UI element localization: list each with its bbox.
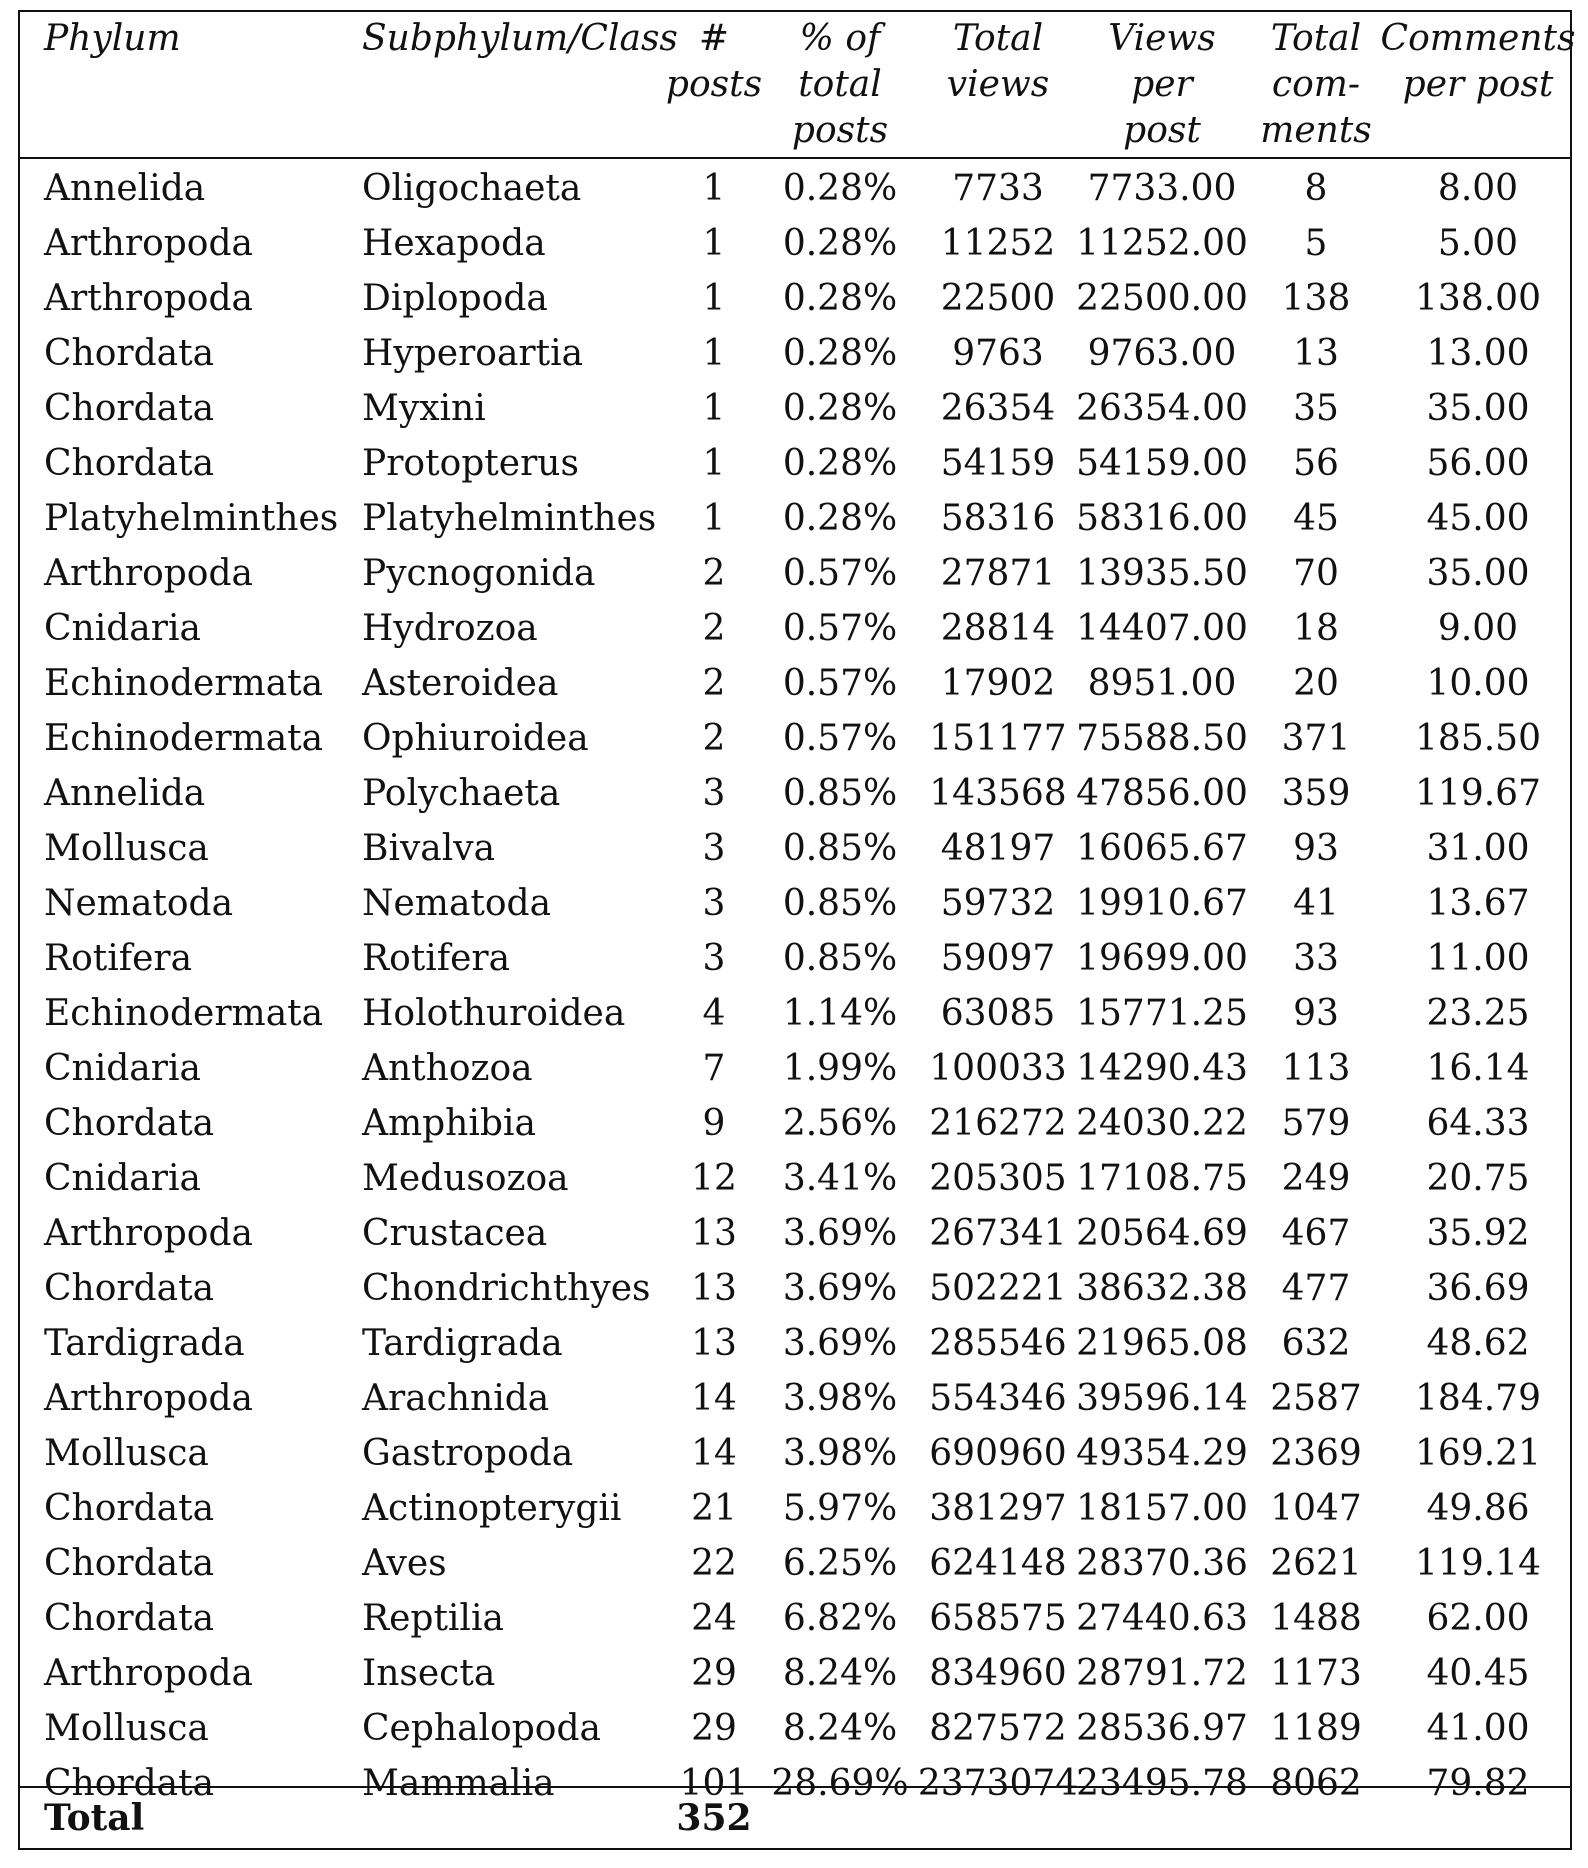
cell-total-comments: 249: [1281, 1158, 1351, 1199]
cell-total-views: 205305: [929, 1158, 1067, 1199]
cell-total-views: 827572: [929, 1708, 1067, 1749]
cell-comments-per-post: 20.75: [1426, 1158, 1530, 1199]
cell-total-comments: 93: [1293, 993, 1339, 1034]
cell-pct-total-posts: 0.57%: [782, 718, 898, 759]
cell-num-posts: 1: [702, 388, 726, 429]
cell-total-views: 59732: [940, 883, 1056, 924]
cell-phylum: Echinodermata: [44, 663, 324, 704]
cell-pct-total-posts: 6.25%: [782, 1543, 898, 1584]
cell-total-views: 502221: [929, 1268, 1067, 1309]
cell-views-per-post: 19910.67: [1076, 883, 1248, 924]
table-row: [20, 1316, 1570, 1371]
cell-total-views: 285546: [929, 1323, 1067, 1364]
cell-total-comments: 1173: [1270, 1653, 1362, 1694]
cell-views-per-post: 39596.14: [1076, 1378, 1248, 1419]
cell-total-comments: 477: [1281, 1268, 1351, 1309]
cell-total-views: 11252: [940, 223, 1056, 264]
cell-phylum: Mollusca: [44, 828, 209, 869]
cell-subphylum-class: Hydrozoa: [362, 608, 538, 649]
cell-subphylum-class: Nematoda: [362, 883, 552, 924]
cell-pct-total-posts: 0.28%: [782, 278, 898, 319]
cell-comments-per-post: 35.00: [1426, 553, 1530, 594]
cell-views-per-post: 20564.69: [1076, 1213, 1248, 1254]
cell-comments-per-post: 64.33: [1426, 1103, 1530, 1144]
cell-pct-total-posts: 28.69%: [771, 1763, 909, 1804]
cell-comments-per-post: 13.67: [1426, 883, 1530, 924]
cell-num-posts: 4: [702, 993, 726, 1034]
cell-comments-per-post: 62.00: [1426, 1598, 1530, 1639]
cell-phylum: Mollusca: [44, 1433, 209, 1474]
cell-num-posts: 29: [691, 1653, 737, 1694]
cell-total-comments: 8062: [1270, 1763, 1362, 1804]
cell-phylum: Annelida: [44, 168, 206, 209]
cell-subphylum-class: Asteroidea: [362, 663, 559, 704]
cell-num-posts: 14: [691, 1433, 737, 1474]
total-label: Total: [44, 1797, 145, 1839]
cell-num-posts: 3: [702, 883, 726, 924]
cell-pct-total-posts: 0.85%: [782, 773, 898, 814]
cell-total-comments: 70: [1293, 553, 1339, 594]
cell-total-comments: 359: [1281, 773, 1351, 814]
table-row: [20, 1206, 1570, 1261]
header-total-views: Total views: [946, 18, 1050, 105]
cell-num-posts: 13: [691, 1323, 737, 1364]
cell-total-views: 100033: [929, 1048, 1067, 1089]
table-row: [20, 1591, 1570, 1646]
cell-num-posts: 3: [702, 828, 726, 869]
cell-phylum: Nematoda: [44, 883, 234, 924]
cell-phylum: Arthropoda: [44, 1213, 253, 1254]
cell-views-per-post: 15771.25: [1076, 993, 1248, 1034]
cell-comments-per-post: 119.67: [1415, 773, 1541, 814]
cell-subphylum-class: Ophiuroidea: [362, 718, 589, 759]
cell-pct-total-posts: 5.97%: [782, 1488, 898, 1529]
cell-views-per-post: 14407.00: [1076, 608, 1248, 649]
cell-views-per-post: 16065.67: [1076, 828, 1248, 869]
cell-views-per-post: 38632.38: [1076, 1268, 1248, 1309]
cell-num-posts: 2: [702, 553, 726, 594]
cell-pct-total-posts: 0.28%: [782, 498, 898, 539]
cell-views-per-post: 49354.29: [1076, 1433, 1248, 1474]
data-table: [18, 10, 1576, 1850]
cell-pct-total-posts: 0.85%: [782, 828, 898, 869]
table-row: [20, 1701, 1570, 1756]
cell-comments-per-post: 184.79: [1415, 1378, 1541, 1419]
cell-comments-per-post: 56.00: [1426, 443, 1530, 484]
cell-total-comments: 45: [1293, 498, 1339, 539]
cell-pct-total-posts: 0.28%: [782, 333, 898, 374]
cell-total-views: 381297: [929, 1488, 1067, 1529]
cell-pct-total-posts: 0.57%: [782, 663, 898, 704]
cell-pct-total-posts: 3.98%: [782, 1433, 898, 1474]
cell-total-views: 7733: [952, 168, 1044, 209]
cell-total-comments: 5: [1304, 223, 1328, 264]
cell-views-per-post: 75588.50: [1076, 718, 1248, 759]
cell-phylum: Chordata: [44, 1763, 215, 1804]
cell-views-per-post: 21965.08: [1076, 1323, 1248, 1364]
cell-subphylum-class: Protopterus: [362, 443, 579, 484]
cell-comments-per-post: 119.14: [1415, 1543, 1541, 1584]
cell-comments-per-post: 11.00: [1426, 938, 1530, 979]
table-row: [20, 436, 1570, 491]
cell-num-posts: 2: [702, 718, 726, 759]
cell-pct-total-posts: 3.69%: [782, 1323, 898, 1364]
cell-total-views: 834960: [929, 1653, 1067, 1694]
cell-views-per-post: 19699.00: [1076, 938, 1248, 979]
cell-num-posts: 21: [691, 1488, 737, 1529]
cell-views-per-post: 18157.00: [1076, 1488, 1248, 1529]
cell-total-comments: 2621: [1270, 1543, 1362, 1584]
cell-total-views: 143568: [929, 773, 1067, 814]
cell-views-per-post: 47856.00: [1076, 773, 1248, 814]
cell-views-per-post: 28791.72: [1076, 1653, 1248, 1694]
cell-comments-per-post: 36.69: [1426, 1268, 1530, 1309]
cell-phylum: Annelida: [44, 773, 206, 814]
cell-phylum: Echinodermata: [44, 993, 324, 1034]
cell-num-posts: 13: [691, 1213, 737, 1254]
cell-total-comments: 33: [1293, 938, 1339, 979]
cell-total-comments: 35: [1293, 388, 1339, 429]
table-row: [20, 876, 1570, 931]
cell-phylum: Echinodermata: [44, 718, 324, 759]
cell-total-views: 9763: [952, 333, 1044, 374]
header-subphylum-class: Subphylum/Class: [362, 18, 678, 59]
cell-comments-per-post: 41.00: [1426, 1708, 1530, 1749]
table-row: [20, 381, 1570, 436]
cell-views-per-post: 14290.43: [1076, 1048, 1248, 1089]
cell-views-per-post: 27440.63: [1076, 1598, 1248, 1639]
cell-pct-total-posts: 3.41%: [782, 1158, 898, 1199]
cell-phylum: Cnidaria: [44, 1048, 201, 1089]
cell-subphylum-class: Diplopoda: [362, 278, 548, 319]
cell-views-per-post: 11252.00: [1076, 223, 1248, 264]
cell-pct-total-posts: 8.24%: [782, 1653, 898, 1694]
cell-subphylum-class: Rotifera: [362, 938, 511, 979]
cell-total-views: 216272: [929, 1103, 1067, 1144]
cell-pct-total-posts: 0.57%: [782, 553, 898, 594]
cell-views-per-post: 54159.00: [1076, 443, 1248, 484]
cell-pct-total-posts: 2.56%: [782, 1103, 898, 1144]
cell-phylum: Chordata: [44, 1543, 215, 1584]
cell-views-per-post: 23495.78: [1076, 1763, 1248, 1804]
cell-phylum: Arthropoda: [44, 278, 253, 319]
cell-total-comments: 93: [1293, 828, 1339, 869]
table-row: [20, 656, 1570, 711]
cell-total-views: 2373074: [917, 1763, 1079, 1804]
cell-views-per-post: 9763.00: [1087, 333, 1237, 374]
table-row: [20, 1261, 1570, 1316]
cell-phylum: Arthropoda: [44, 1378, 253, 1419]
cell-subphylum-class: Anthozoa: [362, 1048, 533, 1089]
cell-total-views: 58316: [940, 498, 1056, 539]
cell-pct-total-posts: 0.28%: [782, 388, 898, 429]
cell-pct-total-posts: 3.69%: [782, 1268, 898, 1309]
table-row: [20, 931, 1570, 986]
cell-total-views: 63085: [940, 993, 1056, 1034]
table-row: [20, 766, 1570, 821]
cell-num-posts: 1: [702, 498, 726, 539]
cell-phylum: Cnidaria: [44, 608, 201, 649]
cell-views-per-post: 22500.00: [1076, 278, 1248, 319]
table-row: [20, 1371, 1570, 1426]
table-row: [20, 1041, 1570, 1096]
cell-total-views: 624148: [929, 1543, 1067, 1584]
cell-comments-per-post: 48.62: [1426, 1323, 1530, 1364]
table-row: [20, 1481, 1570, 1536]
cell-phylum: Arthropoda: [44, 1653, 253, 1694]
cell-views-per-post: 7733.00: [1087, 168, 1237, 209]
cell-subphylum-class: Aves: [362, 1543, 447, 1584]
cell-total-comments: 579: [1281, 1103, 1351, 1144]
cell-pct-total-posts: 6.82%: [782, 1598, 898, 1639]
cell-pct-total-posts: 0.85%: [782, 883, 898, 924]
table-body: [20, 159, 1570, 1811]
cell-phylum: Cnidaria: [44, 1158, 201, 1199]
cell-subphylum-class: Bivalva: [362, 828, 496, 869]
cell-total-views: 554346: [929, 1378, 1067, 1419]
cell-subphylum-class: Amphibia: [362, 1103, 536, 1144]
cell-comments-per-post: 45.00: [1426, 498, 1530, 539]
cell-total-views: 59097: [940, 938, 1056, 979]
cell-comments-per-post: 16.14: [1426, 1048, 1530, 1089]
cell-total-comments: 1047: [1270, 1488, 1362, 1529]
cell-phylum: Chordata: [44, 1268, 215, 1309]
table-header: [20, 12, 1576, 159]
cell-total-views: 658575: [929, 1598, 1067, 1639]
cell-views-per-post: 58316.00: [1076, 498, 1248, 539]
cell-num-posts: 14: [691, 1378, 737, 1419]
cell-pct-total-posts: 0.85%: [782, 938, 898, 979]
cell-total-views: 17902: [940, 663, 1056, 704]
cell-pct-total-posts: 3.98%: [782, 1378, 898, 1419]
cell-comments-per-post: 40.45: [1426, 1653, 1530, 1694]
cell-subphylum-class: Pycnogonida: [362, 553, 596, 594]
cell-phylum: Chordata: [44, 333, 215, 374]
cell-num-posts: 1: [702, 443, 726, 484]
cell-comments-per-post: 138.00: [1415, 278, 1541, 319]
header-comments-per-post: Comments per post: [1380, 18, 1576, 105]
cell-num-posts: 101: [679, 1763, 749, 1804]
cell-phylum: Chordata: [44, 1103, 215, 1144]
cell-num-posts: 9: [702, 1103, 726, 1144]
table-row: [20, 986, 1570, 1041]
cell-pct-total-posts: 3.69%: [782, 1213, 898, 1254]
table-row: [20, 161, 1570, 216]
table-row: [20, 1646, 1570, 1701]
cell-subphylum-class: Hyperoartia: [362, 333, 584, 374]
cell-total-comments: 1488: [1270, 1598, 1362, 1639]
cell-total-views: 267341: [929, 1213, 1067, 1254]
table-row: [20, 1096, 1570, 1151]
cell-pct-total-posts: 1.14%: [782, 993, 898, 1034]
table-row: [20, 821, 1570, 876]
cell-comments-per-post: 8.00: [1437, 168, 1519, 209]
cell-phylum: Platyhelminthes: [44, 498, 339, 539]
cell-subphylum-class: Crustacea: [362, 1213, 548, 1254]
cell-total-comments: 371: [1281, 718, 1351, 759]
cell-num-posts: 3: [702, 938, 726, 979]
cell-subphylum-class: Arachnida: [362, 1378, 550, 1419]
cell-comments-per-post: 79.82: [1426, 1763, 1530, 1804]
cell-total-views: 690960: [929, 1433, 1067, 1474]
cell-comments-per-post: 5.00: [1437, 223, 1519, 264]
cell-comments-per-post: 9.00: [1437, 608, 1519, 649]
cell-total-views: 22500: [940, 278, 1056, 319]
cell-num-posts: 2: [702, 608, 726, 649]
cell-comments-per-post: 31.00: [1426, 828, 1530, 869]
cell-pct-total-posts: 0.28%: [782, 443, 898, 484]
cell-num-posts: 2: [702, 663, 726, 704]
header-pct-total-posts: % of total posts: [791, 18, 889, 151]
table-row: [20, 1426, 1570, 1481]
cell-subphylum-class: Platyhelminthes: [362, 498, 657, 539]
table-row: [20, 1151, 1570, 1206]
cell-views-per-post: 26354.00: [1076, 388, 1248, 429]
cell-num-posts: 1: [702, 333, 726, 374]
cell-comments-per-post: 35.00: [1426, 388, 1530, 429]
table-row: [20, 546, 1570, 601]
cell-num-posts: 29: [691, 1708, 737, 1749]
table-row: [20, 491, 1570, 546]
cell-num-posts: 7: [702, 1048, 726, 1089]
cell-total-comments: 18: [1293, 608, 1339, 649]
cell-pct-total-posts: 0.28%: [782, 223, 898, 264]
cell-phylum: Mollusca: [44, 1708, 209, 1749]
cell-subphylum-class: Myxini: [362, 388, 486, 429]
cell-total-comments: 632: [1281, 1323, 1351, 1364]
cell-pct-total-posts: 0.57%: [782, 608, 898, 649]
cell-phylum: Chordata: [44, 1598, 215, 1639]
cell-subphylum-class: Chondrichthyes: [362, 1268, 651, 1309]
cell-total-views: 28814: [940, 608, 1056, 649]
cell-num-posts: 1: [702, 223, 726, 264]
cell-views-per-post: 8951.00: [1087, 663, 1237, 704]
cell-total-views: 151177: [929, 718, 1067, 759]
cell-total-comments: 113: [1281, 1048, 1351, 1089]
table-row: [20, 711, 1570, 766]
cell-subphylum-class: Oligochaeta: [362, 168, 582, 209]
cell-phylum: Chordata: [44, 443, 215, 484]
cell-comments-per-post: 23.25: [1426, 993, 1530, 1034]
cell-total-views: 48197: [940, 828, 1056, 869]
table-row: [20, 271, 1570, 326]
cell-total-views: 27871: [940, 553, 1056, 594]
cell-views-per-post: 28370.36: [1076, 1543, 1248, 1584]
cell-subphylum-class: Polychaeta: [362, 773, 561, 814]
cell-total-comments: 2587: [1270, 1378, 1362, 1419]
cell-subphylum-class: Cephalopoda: [362, 1708, 601, 1749]
cell-total-comments: 467: [1281, 1213, 1351, 1254]
cell-phylum: Tardigrada: [44, 1323, 245, 1364]
header-total-comments: Total com- ments: [1260, 18, 1372, 151]
header-views-per-post: Views per post: [1108, 18, 1216, 151]
cell-num-posts: 22: [691, 1543, 737, 1584]
cell-num-posts: 1: [702, 168, 726, 209]
cell-subphylum-class: Gastropoda: [362, 1433, 574, 1474]
cell-total-comments: 2369: [1270, 1433, 1362, 1474]
cell-phylum: Chordata: [44, 1488, 215, 1529]
cell-subphylum-class: Tardigrada: [362, 1323, 563, 1364]
cell-pct-total-posts: 8.24%: [782, 1708, 898, 1749]
cell-phylum: Arthropoda: [44, 223, 253, 264]
cell-comments-per-post: 49.86: [1426, 1488, 1530, 1529]
cell-comments-per-post: 169.21: [1415, 1433, 1541, 1474]
header-phylum: Phylum: [44, 18, 181, 59]
cell-views-per-post: 13935.50: [1076, 553, 1248, 594]
cell-total-comments: 1189: [1270, 1708, 1362, 1749]
cell-views-per-post: 17108.75: [1076, 1158, 1248, 1199]
total-posts: 352: [676, 1797, 752, 1839]
header-num-posts: # posts: [665, 18, 763, 105]
cell-subphylum-class: Actinopterygii: [362, 1488, 622, 1529]
table-row: [20, 601, 1570, 656]
cell-total-views: 54159: [940, 443, 1056, 484]
cell-total-comments: 13: [1293, 333, 1339, 374]
cell-phylum: Rotifera: [44, 938, 193, 979]
cell-total-comments: 8: [1304, 168, 1328, 209]
cell-subphylum-class: Medusozoa: [362, 1158, 569, 1199]
cell-views-per-post: 28536.97: [1076, 1708, 1248, 1749]
cell-comments-per-post: 10.00: [1426, 663, 1530, 704]
cell-num-posts: 24: [691, 1598, 737, 1639]
table-row: [20, 1536, 1570, 1591]
total-row: [20, 1786, 1570, 1848]
cell-pct-total-posts: 0.28%: [782, 168, 898, 209]
cell-total-comments: 41: [1293, 883, 1339, 924]
cell-subphylum-class: Reptilia: [362, 1598, 504, 1639]
cell-pct-total-posts: 1.99%: [782, 1048, 898, 1089]
cell-total-views: 26354: [940, 388, 1056, 429]
cell-subphylum-class: Insecta: [362, 1653, 496, 1694]
cell-num-posts: 13: [691, 1268, 737, 1309]
cell-comments-per-post: 185.50: [1415, 718, 1541, 759]
table-row: [20, 216, 1570, 271]
cell-comments-per-post: 13.00: [1426, 333, 1530, 374]
cell-total-comments: 20: [1293, 663, 1339, 704]
cell-subphylum-class: Mammalia: [362, 1763, 555, 1804]
cell-comments-per-post: 35.92: [1426, 1213, 1530, 1254]
cell-num-posts: 3: [702, 773, 726, 814]
cell-views-per-post: 24030.22: [1076, 1103, 1248, 1144]
cell-subphylum-class: Holothuroidea: [362, 993, 626, 1034]
cell-phylum: Arthropoda: [44, 553, 253, 594]
cell-total-comments: 138: [1281, 278, 1351, 319]
cell-phylum: Chordata: [44, 388, 215, 429]
cell-total-comments: 56: [1293, 443, 1339, 484]
cell-num-posts: 1: [702, 278, 726, 319]
cell-subphylum-class: Hexapoda: [362, 223, 546, 264]
table-row: [20, 326, 1570, 381]
cell-num-posts: 12: [691, 1158, 737, 1199]
